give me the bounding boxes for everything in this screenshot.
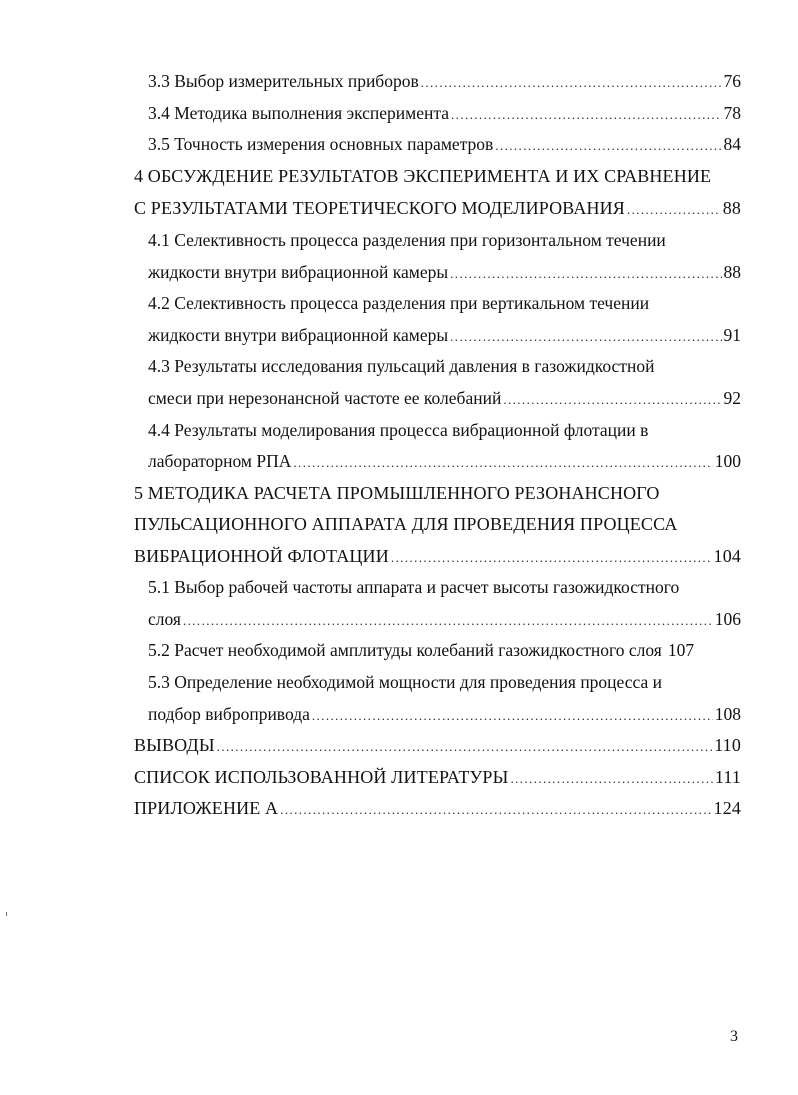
toc-entry-4-2[interactable] — [148, 324, 741, 348]
dot-leader — [312, 705, 713, 727]
toc-entry-title: ВИБРАЦИОННОЙ ФЛОТАЦИИ — [134, 546, 389, 566]
toc-entry-5-3-line-1[interactable]: 5.3 Определение необходимой мощности для проведения процесса и — [148, 672, 663, 692]
toc-chapter-5[interactable] — [134, 545, 741, 569]
toc-chapter-4-line-1[interactable]: 4 ОБСУЖДЕНИЕ РЕЗУЛЬТАТОВ ЭКСПЕРИМЕНТА И ИХ СРАВНЕНИЕ — [134, 166, 712, 186]
toc-page-number: 88 — [723, 262, 741, 282]
toc-page-number: 78 — [723, 103, 741, 123]
dot-leader — [503, 389, 721, 411]
dot-leader — [510, 768, 712, 790]
toc-entry-4-4[interactable] — [148, 450, 741, 474]
toc-entry-title: 3.4 Методика выполнения эксперимента — [148, 103, 450, 123]
toc-entry-title: 3.3 Выбор измерительных приборов — [148, 71, 419, 91]
toc-entry-5-2[interactable] — [148, 639, 741, 661]
dot-leader — [183, 610, 713, 632]
dot-leader — [421, 72, 722, 94]
toc-page-number: 88 — [722, 198, 741, 218]
toc-page-number: 76 — [723, 71, 741, 91]
dot-leader — [217, 736, 713, 758]
toc-page-number: 124 — [713, 798, 741, 818]
toc-entry-4-1-line-1[interactable]: 4.1 Селективность процесса разделения при горизонтальном течении — [148, 230, 666, 250]
toc-entry-title: 3.5 Точность измерения основных параметров — [148, 134, 494, 154]
toc-page-number: 111 — [714, 767, 741, 787]
toc-entry-title: подбор вибропривода — [148, 704, 310, 724]
dot-leader — [293, 452, 712, 474]
toc-entry-title: ПРИЛОЖЕНИЕ А — [134, 798, 279, 818]
toc-page-number: 110 — [714, 735, 741, 755]
toc-page-number: 91 — [723, 325, 741, 345]
toc-entry-title: жидкости внутри вибрационной камеры — [148, 262, 449, 282]
toc-entry-4-2-line-1[interactable]: 4.2 Селективность процесса разделения при вертикальном течении — [148, 293, 650, 313]
toc-page-number: 104 — [713, 546, 741, 566]
toc-entry-title: С РЕЗУЛЬТАТАМИ ТЕОРЕТИЧЕСКОГО МОДЕЛИРОВАНИЯ — [134, 198, 625, 218]
dot-leader — [450, 263, 721, 285]
toc-entry-5-1[interactable] — [148, 608, 741, 632]
toc-entry-title: СПИСОК ИСПОЛЬЗОВАННОЙ ЛИТЕРАТУРЫ — [134, 767, 509, 787]
toc-chapter-5-line-1[interactable]: 5 МЕТОДИКА РАСЧЕТА ПРОМЫШЛЕННОГО РЕЗОНАНСНОГО — [134, 483, 660, 503]
toc-chapter-5-line-2[interactable]: ПУЛЬСАЦИОННОГО АППАРАТА ДЛЯ ПРОВЕДЕНИЯ ПРОЦЕССА — [134, 514, 678, 534]
toc-page-number: 108 — [714, 704, 741, 724]
dot-leader — [627, 199, 721, 221]
toc-conclusions[interactable] — [134, 734, 741, 758]
toc-appendix[interactable] — [134, 797, 741, 821]
toc-entry-title: жидкости внутри вибрационной камеры — [148, 325, 449, 345]
toc-page-number: 84 — [723, 134, 741, 154]
toc-entry-title: 5.2 Расчет необходимой амплитуды колебаний газожидкостного слоя — [148, 640, 662, 660]
toc-entry-title: смеси при нерезонансной частоте ее колебаний — [148, 388, 502, 408]
toc-entry-4-3[interactable] — [148, 387, 741, 411]
dot-leader — [451, 104, 721, 126]
dot-leader — [280, 799, 711, 821]
dot-leader — [450, 326, 721, 348]
toc-entry-title: ВЫВОДЫ — [134, 735, 215, 755]
dot-leader — [391, 547, 712, 569]
toc-chapter-4[interactable] — [134, 197, 741, 221]
toc-page-number: 106 — [714, 609, 741, 629]
toc-references[interactable] — [134, 766, 741, 790]
toc-entry-3-3[interactable] — [148, 70, 741, 94]
toc-entry-3-4[interactable] — [148, 102, 741, 126]
toc-page-number: 100 — [714, 451, 741, 471]
toc-entry-4-3-line-1[interactable]: 4.3 Результаты исследования пульсаций давления в газожидкостной — [148, 356, 655, 376]
toc-entry-4-4-line-1[interactable]: 4.4 Результаты моделирования процесса вибрационной флотации в — [148, 420, 649, 440]
toc-entry-title: лабораторном РПА — [148, 451, 292, 471]
toc-entry-3-5[interactable] — [148, 133, 741, 157]
toc-page-number: 92 — [723, 388, 741, 408]
toc-entry-5-1-line-1[interactable]: 5.1 Выбор рабочей частоты аппарата и расчет высоты газожидкостного — [148, 577, 680, 597]
scan-artifact — [6, 912, 7, 916]
toc-page-number: 107 — [667, 640, 695, 660]
toc-entry-4-1[interactable] — [148, 261, 741, 285]
dot-leader — [495, 135, 721, 157]
toc-entry-5-3[interactable] — [148, 703, 741, 727]
toc-entry-title: слоя — [148, 609, 181, 629]
page-number: 3 — [730, 1028, 738, 1045]
